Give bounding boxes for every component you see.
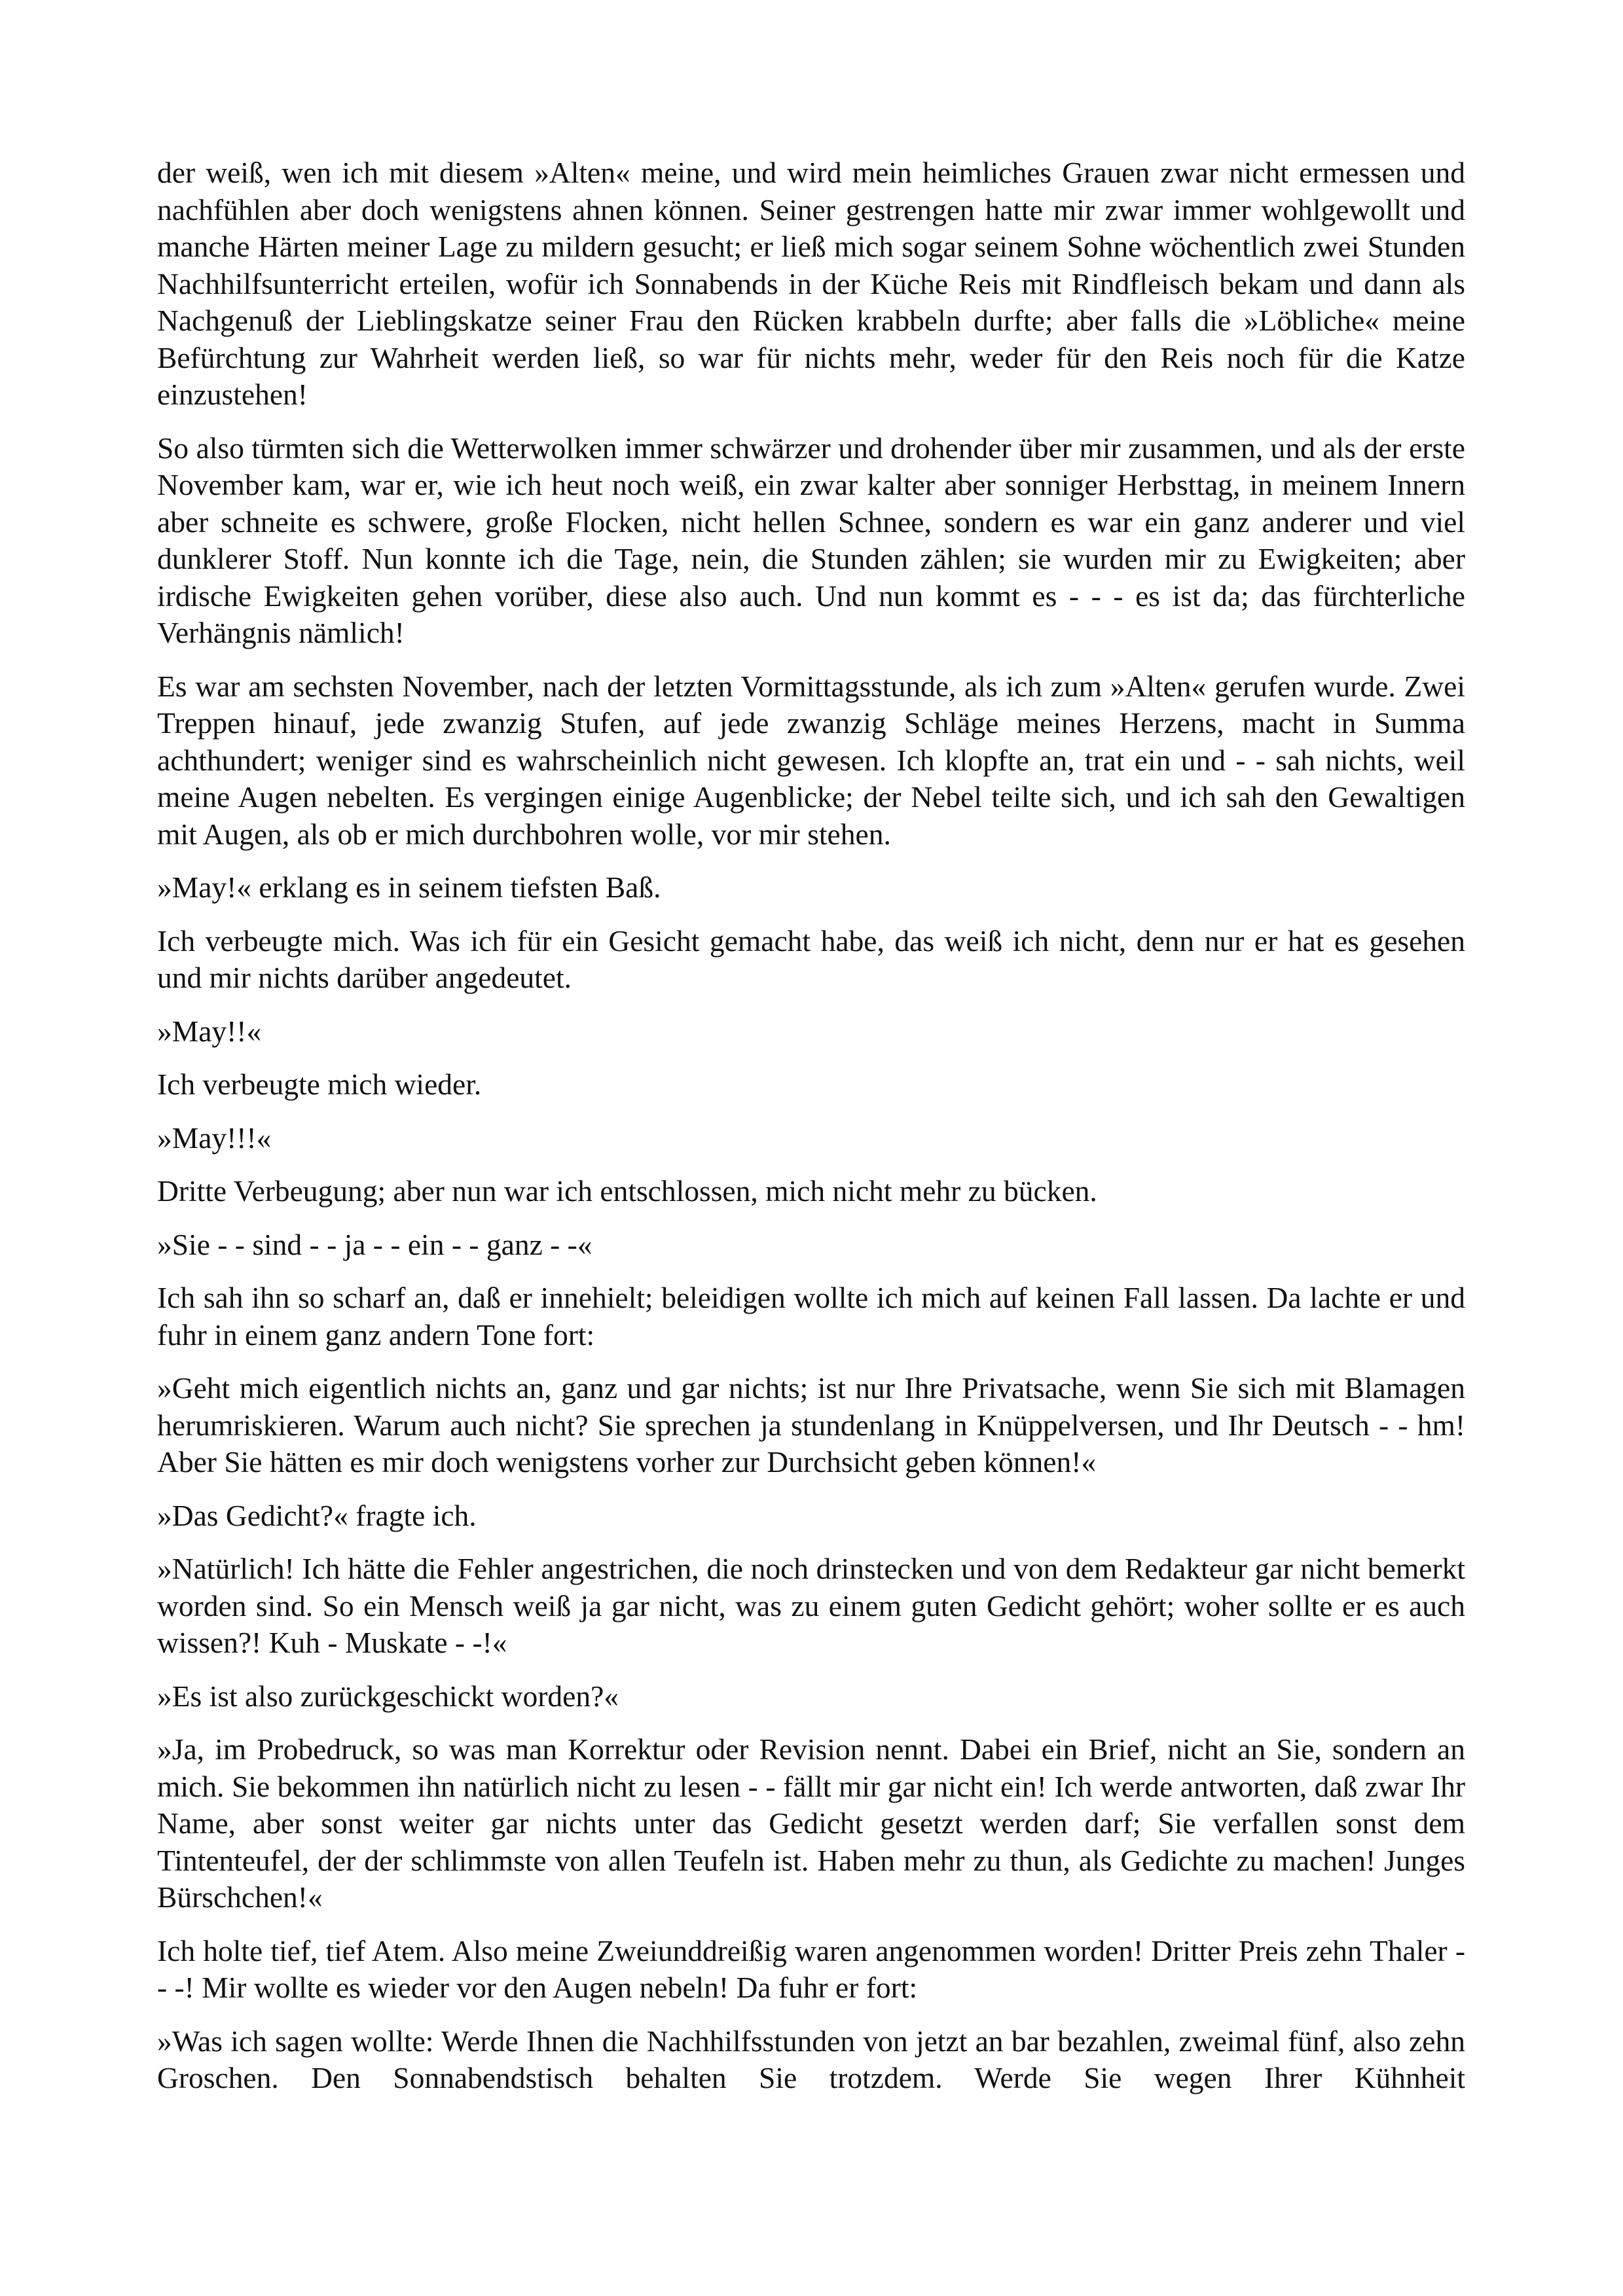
paragraph: So also türmten sich die Wetterwolken immer schwärzer und drohender über mir zusammen, und als der erste November kam, war er, wie ich heut noch weiß, ein zwar kalter aber sonniger Herbsttag, in meinem Innern aber schneite es schwere, große Flocken, nicht hellen Schnee, sondern es war ein ganz anderer und viel dunklerer Stoff. Nun konnte ich die Tage, nein, die Stunden zählen; sie wurden mir zu Ewigkeiten; aber irdische Ewigkeiten gehen vorüber, diese also auch. Und nun kommt es - - - es ist da; das fürchterliche Verhängnis nämlich! [157,431,1465,649]
document-page [157,154,1465,2097]
paragraph: »Geht mich eigentlich nichts an, ganz und gar nichts; ist nur Ihre Privatsache, wenn Sie sich mit Blamagen herumriskieren. Warum auch nicht? Sie sprechen ja stundenlang in Knüppelversen, und Ihr Deutsch - - hm! Aber Sie hätten es mir doch wenigstens vorher zur Durchsicht geben können!« [157,1371,1465,1479]
paragraph: Ich sah ihn so scharf an, daß er innehielt; beleidigen wollte ich mich auf keinen Fall lassen. Da lachte er und fuhr in einem ganz andern Tone fort: [157,1281,1465,1352]
paragraph: Ich verbeugte mich wieder. [157,1067,482,1101]
paragraph: »Sie - - sind - - ja - - ein - - ganz - -« [157,1227,593,1261]
paragraph: »May!!!« [157,1121,272,1155]
paragraph: »May!« erklang es in seinem tiefsten Baß. [157,870,661,904]
paragraph: Ich verbeugte mich. Was ich für ein Gesicht gemacht habe, das weiß ich nicht, denn nur er hat es gesehen und mir nichts darüber angedeutet. [157,924,1465,994]
paragraph: Dritte Verbeugung; aber nun war ich entschlossen, mich nicht mehr zu bücken. [157,1174,1097,1208]
paragraph: Ich holte tief, tief Atem. Also meine Zweiunddreißig waren angenommen worden! Dritter Preis zehn Thaler - - -! Mir wollte es wieder vor den Augen nebeln! Da fuhr er fort: [157,1933,1465,2004]
paragraph: der weiß, wen ich mit diesem »Alten« meine, und wird mein heimliches Grauen zwar nicht ermessen und nachfühlen aber doch wenigstens ahnen können. Seiner gestrengen hatte mir zwar immer wohlgewollt und manche Härten meiner Lage zu mildern gesucht; er ließ mich sogar seinem Sohne wöchentlich zwei Stunden Nachhilfsunterricht erteilen, wofür ich Sonnabends in der Küche Reis mit Rindfleisch bekam und dann als Nachgenuß der Lieblingskatze seiner Frau den Rücken krabbeln durfte; aber falls die »Löbliche« meine Befürchtung zur Wahrheit werden ließ, so war für nichts mehr, weder für den Reis noch für die Katze einzustehen! [157,156,1465,411]
paragraph: »Ja, im Probedruck, so was man Korrektur oder Revision nennt. Dabei ein Brief, nicht an Sie, sondern an mich. Sie bekommen ihn natürlich nicht zu lesen - - fällt mir gar nicht ein! Ich werde antworten, daß zwar Ihr Name, aber sonst weiter gar nichts unter das Gedicht gesetzt werden darf; Sie verfallen sonst dem Tintenteufel, der der schlimmste von allen Teufeln ist. Haben mehr zu thun, als Gedichte zu machen! Junges Bürschchen!« [157,1732,1465,1914]
paragraph: »May!!« [157,1014,262,1048]
paragraph: »Das Gedicht?« fragte ich. [157,1498,477,1532]
paragraph: »Es ist also zurückgeschickt worden?« [157,1679,619,1713]
paragraph: »Was ich sagen wollte: Werde Ihnen die Nachhilfsstunden von jetzt an bar bezahlen, zweimal fünf, also zehn Groschen. Den Sonnabendstisch behalten Sie trotzdem. Werde Sie wegen Ihrer Kühnheit [157,2024,1465,2094]
paragraph: »Natürlich! Ich hätte die Fehler angestrichen, die noch drinstecken und von dem Redakteur gar nicht bemerkt worden sind. So ein Mensch weiß ja gar nicht, was zu einem guten Gedicht gehört; woher sollte er es auch wissen?! Kuh - Muskate - -!« [157,1552,1465,1659]
paragraph: Es war am sechsten November, nach der letzten Vormittagsstunde, als ich zum »Alten« gerufen wurde. Zwei Treppen hinauf, jede zwanzig Stufen, auf jede zwanzig Schläge meines Herzens, macht in Summa achthundert; weniger sind es wahrscheinlich nicht gewesen. Ich klopfte an, trat ein und - - sah nichts, weil meine Augen nebelten. Es vergingen einige Augenblicke; der Nebel teilte sich, und ich sah den Gewaltigen mit Augen, als ob er mich durchbohren wolle, vor mir stehen. [157,669,1465,851]
